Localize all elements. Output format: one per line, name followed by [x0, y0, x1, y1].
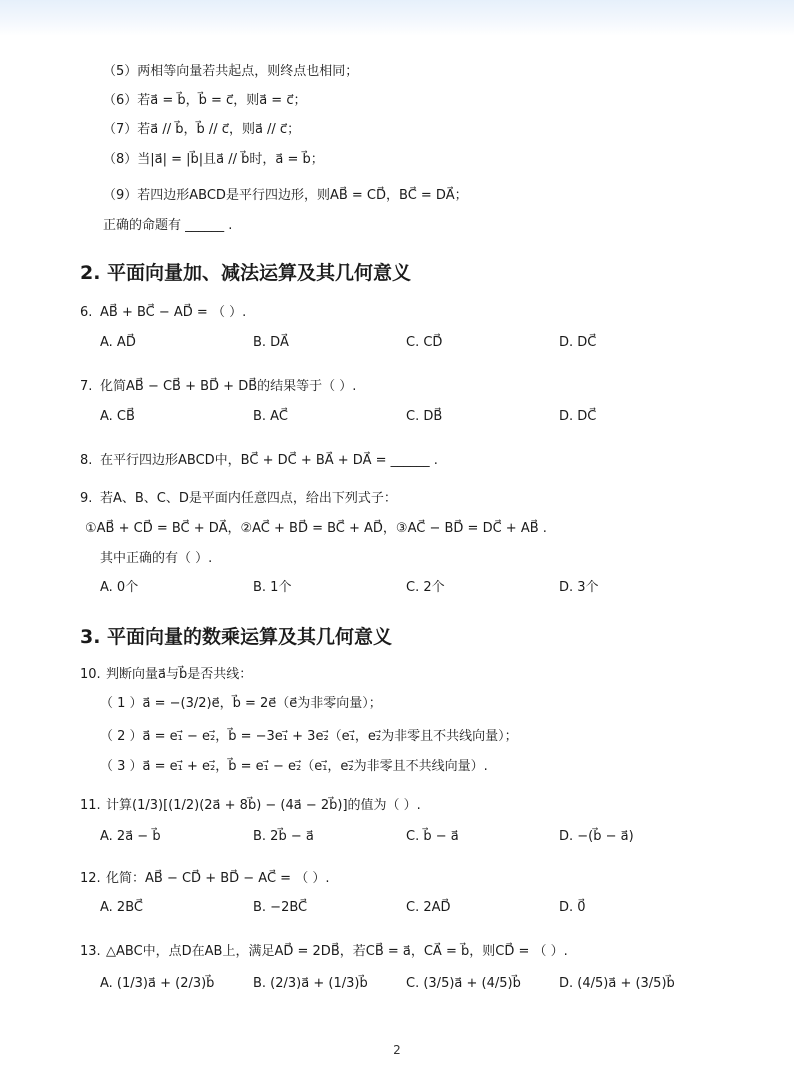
question-9-option-d: D. 3个 — [559, 580, 599, 595]
question-9-number: 9. — [80, 491, 93, 506]
list-item-7: （7）若a⃗ // b⃗，b⃗ // c⃗，则a⃗ // c⃗； — [103, 122, 301, 137]
question-12-option-b: B. −2BC⃗ — [253, 900, 308, 915]
list-item-9: （9）若四边形ABCD是平行四边形，则AB⃗ = CD⃗，BC⃗ = DA⃗； — [103, 188, 468, 203]
question-8-number: 8. — [80, 453, 93, 468]
list-item-5: （5）两相等向量若共起点，则终点也相同； — [103, 64, 359, 79]
list-item-8: （8）当|a⃗| = |b⃗|且a⃗ // b⃗时，a⃗ = b⃗； — [103, 152, 324, 167]
question-10-stem: 判断向量a⃗与b⃗是否共线： — [106, 667, 253, 682]
question-12-number: 12. — [80, 871, 101, 886]
answer-prompt: 正确的命题有 ______ . — [103, 218, 233, 233]
question-13-option-b: B. (2/3)a⃗ + (1/3)b⃗ — [253, 976, 368, 991]
question-10-part-1: （ 1 ）a⃗ = −(3/2)e⃗，b⃗ = 2e⃗（e⃗为非零向量）； — [100, 696, 382, 711]
question-11-option-a: A. 2a⃗ − b⃗ — [100, 829, 161, 844]
question-11-number: 11. — [80, 798, 101, 813]
question-7-option-d: D. DC⃗ — [559, 409, 597, 424]
question-6-option-b: B. DA⃗ — [253, 335, 289, 350]
question-12-option-c: C. 2AD⃗ — [406, 900, 451, 915]
list-item-6: （6）若a⃗ = b⃗，b⃗ = c⃗，则a⃗ = c⃗； — [103, 93, 307, 108]
question-8-stem: 在平行四边形ABCD中，BC⃗ + DC⃗ + BA⃗ + DA⃗ = ______ . — [100, 453, 438, 468]
question-10-part-2: （ 2 ）a⃗ = e₁⃗ − e₂⃗，b⃗ = −3e₁⃗ + 3e₂⃗（e₁⃗，e₂⃗为非零且不共线向量）； — [100, 729, 518, 744]
question-12-option-d: D. 0⃗ — [559, 900, 586, 915]
question-9-stem: 若A、B、C、D是平面内任意四点，给出下列式子： — [100, 491, 397, 506]
question-13-option-d: D. (4/5)a⃗ + (3/5)b⃗ — [559, 976, 675, 991]
question-11-stem: 计算(1/3)[(1/2)(2a⃗ + 8b⃗) − (4a⃗ − 2b⃗)]的值为（ ）. — [106, 798, 421, 813]
question-12-stem: 化简：AB⃗ − CD⃗ + BD⃗ − AC⃗ = （ ）. — [106, 871, 330, 886]
question-13-option-a: A. (1/3)a⃗ + (2/3)b⃗ — [100, 976, 215, 991]
header-band — [0, 0, 794, 36]
question-12-option-a: A. 2BC⃗ — [100, 900, 143, 915]
question-11-option-b: B. 2b⃗ − a⃗ — [253, 829, 314, 844]
question-7-option-b: B. AC⃗ — [253, 409, 288, 424]
question-6-option-d: D. DC⃗ — [559, 335, 597, 350]
question-7-number: 7. — [80, 379, 93, 394]
question-6-option-c: C. CD⃗ — [406, 335, 443, 350]
question-6-number: 6. — [80, 305, 93, 320]
question-7-option-c: C. DB⃗ — [406, 409, 443, 424]
question-6-option-a: A. AD⃗ — [100, 335, 136, 350]
question-7-option-a: A. CB⃗ — [100, 409, 135, 424]
question-11-option-d: D. −(b⃗ − a⃗) — [559, 829, 634, 844]
question-10-number: 10. — [80, 667, 101, 682]
question-9-formulas: ①AB⃗ + CD⃗ = BC⃗ + DA⃗，②AC⃗ + BD⃗ = BC⃗ + AD⃗，③AC⃗ − BD⃗ = DC⃗ + AB⃗ . — [85, 521, 547, 536]
question-7-stem: 化简AB⃗ − CB⃗ + BD⃗ + DB⃗的结果等于（ ）. — [100, 379, 357, 394]
question-9-tail: 其中正确的有（ ）. — [100, 551, 213, 566]
question-11-option-c: C. b⃗ − a⃗ — [406, 829, 459, 844]
question-9-option-a: A. 0个 — [100, 580, 139, 595]
question-9-option-b: B. 1个 — [253, 580, 292, 595]
question-6-stem: AB⃗ + BC⃗ − AD⃗ = （ ）. — [100, 305, 247, 320]
question-13-option-c: C. (3/5)a⃗ + (4/5)b⃗ — [406, 976, 521, 991]
page-number: 2 — [393, 1043, 401, 1057]
section-3-title: 3. 平面向量的数乘运算及其几何意义 — [80, 626, 393, 648]
section-2-title: 2. 平面向量加、减法运算及其几何意义 — [80, 262, 412, 284]
question-13-stem: △ABC中，点D在AB上，满足AD⃗ = 2DB⃗，若CB⃗ = a⃗，CA⃗ = b⃗，则CD⃗ = （ ）. — [106, 944, 568, 959]
question-13-number: 13. — [80, 944, 101, 959]
question-9-option-c: C. 2个 — [406, 580, 445, 595]
question-10-part-3: （ 3 ）a⃗ = e₁⃗ + e₂⃗，b⃗ = e₁⃗ − e₂⃗（e₁⃗，e₂⃗为非零且不共线向量）. — [100, 759, 488, 774]
